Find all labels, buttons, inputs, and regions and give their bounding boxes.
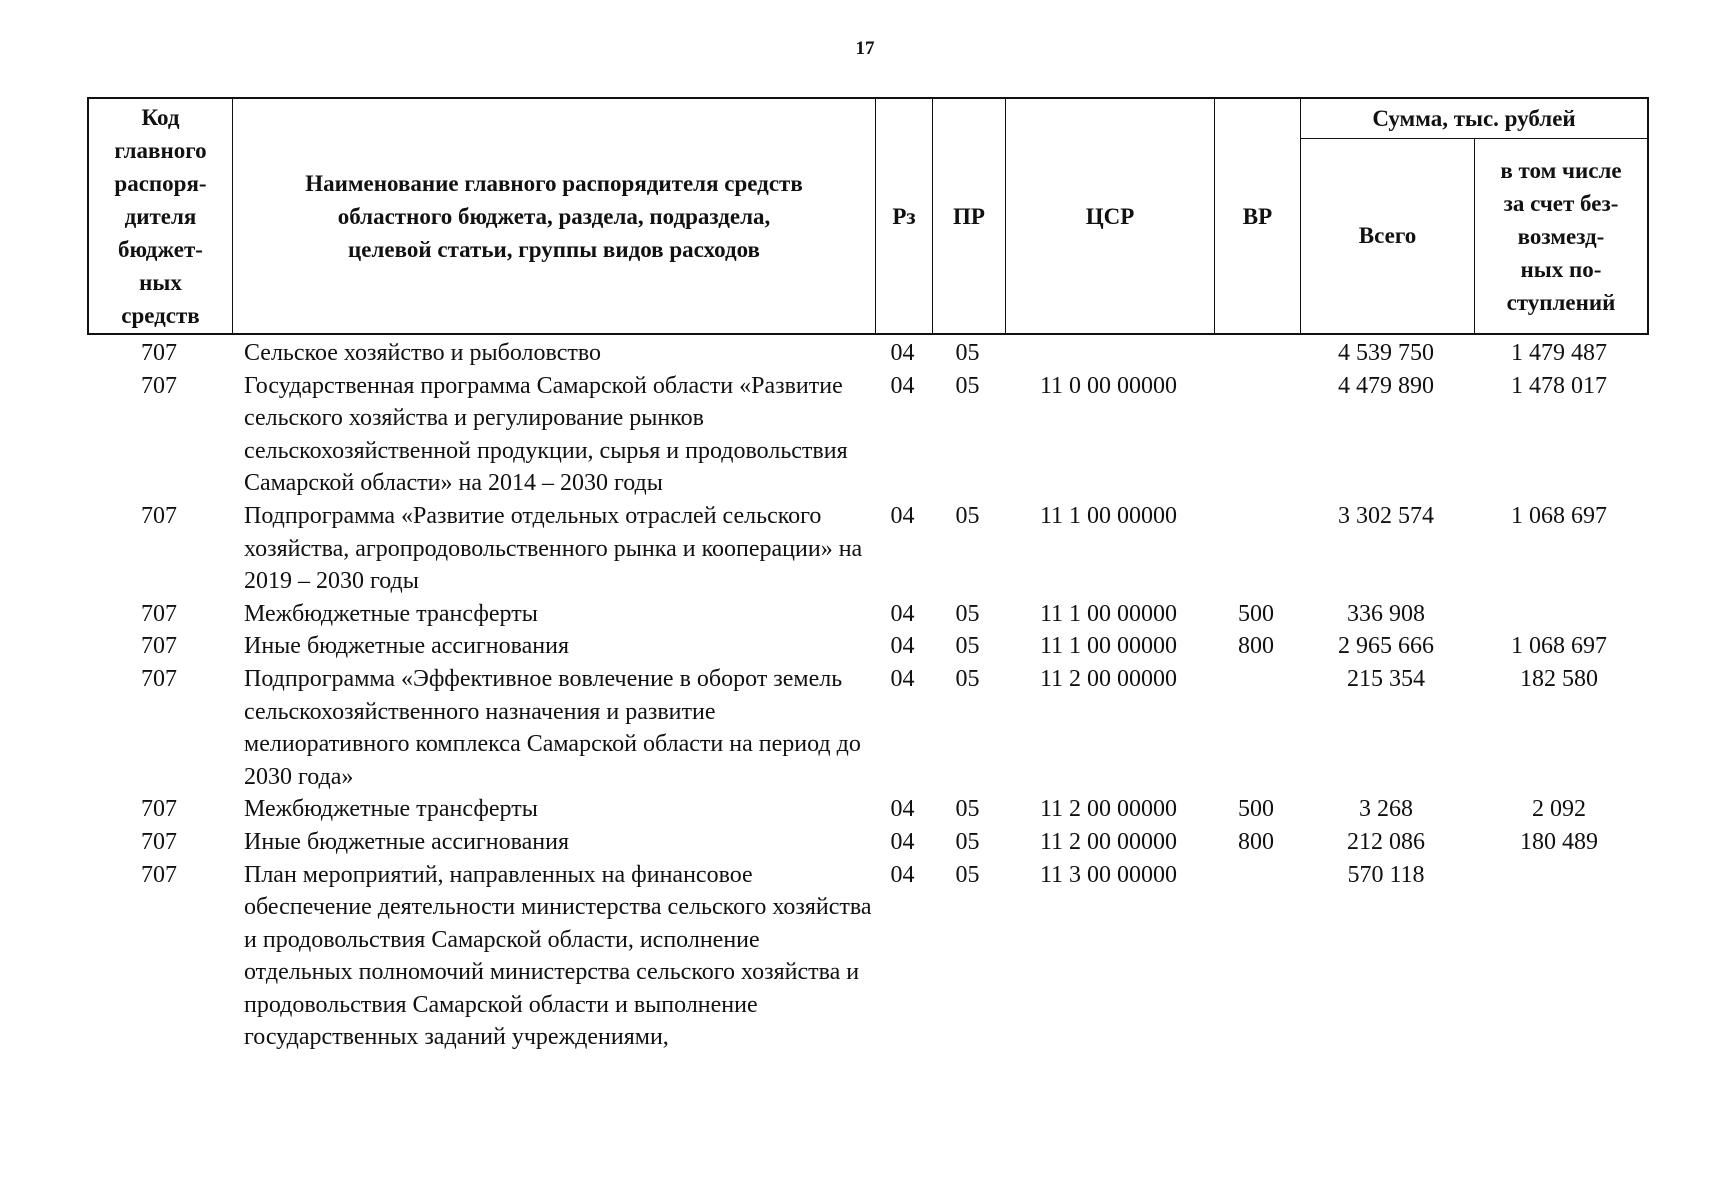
header-csr: ЦСР: [1006, 99, 1215, 333]
cell-csr: 11 3 00 00000: [1039, 861, 1178, 888]
cell-total: 336 908: [1347, 600, 1425, 627]
cell-csr: 11 2 00 00000: [1039, 828, 1178, 855]
cell-pr: 05: [955, 502, 980, 529]
cell-free: 1 479 487: [1511, 340, 1607, 366]
cell-csr: 11 2 00 00000: [1039, 665, 1178, 692]
header-code: Код главного распоря- дителя бюджет- ных средств: [89, 99, 233, 333]
cell-csr: 11 2 00 00000: [1039, 796, 1178, 823]
header-vr: ВР: [1215, 99, 1301, 333]
cell-name: Подпрограмма «Развитие отдельных отраслей сельского хозяйства, агропродовольственного рынка и кооперации» на 2019 – 2030 годы: [244, 502, 863, 595]
header-rz: Рз: [876, 99, 933, 333]
cell-pr: 05: [955, 340, 980, 366]
header-sum-group: [1301, 99, 1647, 333]
cell-code: 707: [141, 340, 177, 366]
cell-rz: 04: [890, 502, 915, 529]
cell-code: 707: [141, 828, 177, 855]
cell-pr: 05: [955, 665, 980, 692]
cell-code: 707: [141, 372, 177, 399]
cell-name: Иные бюджетные ассигнования: [244, 633, 569, 660]
cell-rz: 04: [890, 796, 915, 823]
cell-total: 212 086: [1347, 828, 1425, 855]
cell-name: Сельское хозяйство и рыболовство: [244, 340, 602, 366]
cell-pr: 05: [955, 861, 980, 888]
cell-pr: 05: [955, 372, 980, 399]
cell-total: 3 302 574: [1338, 502, 1434, 529]
table-row: [87, 793, 1649, 826]
cell-code: 707: [141, 796, 177, 823]
cell-vr: 800: [1238, 828, 1274, 855]
cell-name: Подпрограмма «Эффективное вовлечение в оборот земель сельскохозяйственного назначения и развитие мелиоративного комплекса Самарской области на период до 2030 года»: [244, 665, 861, 790]
table-body: [87, 337, 1649, 1054]
cell-name: Иные бюджетные ассигнования: [244, 828, 569, 855]
cell-code: 707: [141, 861, 177, 888]
cell-pr: 05: [955, 600, 980, 627]
cell-rz: 04: [890, 633, 915, 660]
cell-csr: 11 0 00 00000: [1039, 372, 1178, 399]
cell-code: 707: [141, 600, 177, 627]
cell-pr: 05: [955, 828, 980, 855]
cell-rz: 04: [890, 665, 915, 692]
cell-total: 3 268: [1359, 796, 1413, 823]
cell-vr: 800: [1238, 633, 1274, 660]
cell-name: Межбюджетные трансферты: [244, 600, 538, 627]
cell-name: План мероприятий, направленных на финансовое обеспечение деятельности министерства сельского хозяйства и продовольствия Самарской области, исполнение отдельных полномочий министерства сельского хозяйства и продовольствия Самарской области и выполнение государственных заданий учреждениями,: [244, 861, 872, 1051]
header-free: в том числе за счет без- возмезд- ных по- ступлений: [1500, 157, 1622, 315]
cell-code: 707: [141, 502, 177, 529]
table-row: [87, 370, 1649, 500]
header-pr: ПР: [933, 99, 1006, 333]
cell-free: 1 478 017: [1511, 372, 1607, 399]
cell-rz: 04: [890, 600, 915, 627]
cell-rz: 04: [890, 861, 915, 888]
cell-free: 1 068 697: [1511, 633, 1607, 660]
table-header: [87, 97, 1649, 335]
cell-total: 215 354: [1347, 665, 1425, 692]
cell-name: Государственная программа Самарской области «Развитие сельского хозяйства и регулирование рынков сельскохозяйственной продукции, сырья и продовольствия Самарской области» на 2014 – 2030 годы: [244, 372, 848, 497]
cell-rz: 04: [890, 340, 915, 366]
cell-total: 2 965 666: [1338, 633, 1434, 660]
cell-code: 707: [141, 633, 177, 660]
cell-rz: 04: [890, 372, 915, 399]
cell-free: 1 068 697: [1511, 502, 1607, 529]
header-sum: Сумма, тыс. рублей: [1301, 99, 1647, 139]
header-total: Всего: [1301, 139, 1475, 333]
table-row: [87, 859, 1649, 1055]
cell-vr: 500: [1238, 600, 1274, 627]
cell-free: 182 580: [1520, 665, 1598, 692]
table-row: [87, 663, 1649, 793]
cell-code: 707: [141, 665, 177, 692]
cell-pr: 05: [955, 633, 980, 660]
cell-free: 2 092: [1532, 796, 1586, 823]
cell-rz: 04: [890, 828, 915, 855]
table-row: [87, 598, 1649, 631]
cell-total: 570 118: [1347, 861, 1425, 888]
cell-free: 180 489: [1520, 828, 1598, 855]
cell-csr: 11 1 00 00000: [1039, 502, 1178, 529]
cell-total: 4 539 750: [1338, 340, 1434, 366]
header-name: Наименование главного распорядителя средств областного бюджета, раздела, подраздела, целевой статьи, группы видов расходов: [233, 99, 876, 333]
cell-total: 4 479 890: [1338, 372, 1434, 399]
cell-vr: 500: [1238, 796, 1274, 823]
table-row: [87, 826, 1649, 859]
cell-csr: 11 1 00 00000: [1039, 633, 1178, 660]
table-row: [87, 500, 1649, 598]
table-row: [87, 630, 1649, 663]
table-row: [87, 337, 1649, 370]
cell-csr: 11 1 00 00000: [1039, 600, 1178, 627]
cell-pr: 05: [955, 796, 980, 823]
page-number: 17: [855, 38, 875, 59]
cell-name: Межбюджетные трансферты: [244, 796, 538, 823]
